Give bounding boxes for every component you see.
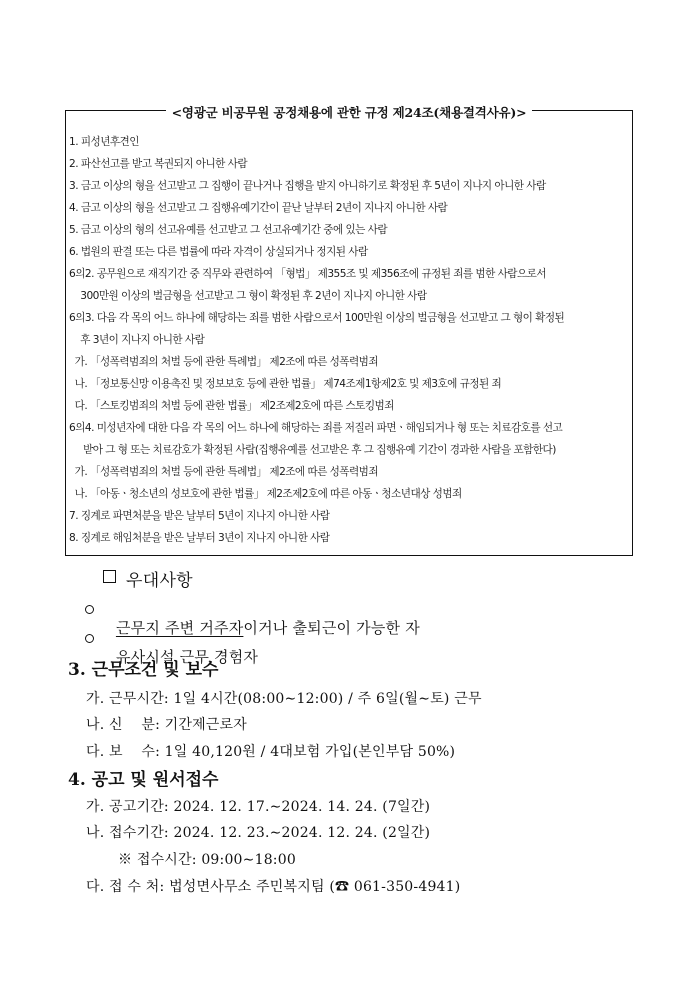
application-line: 다. 접 수 처: 법성면사무소 주민복지팀 (☎ 061-350-4941) [86, 879, 461, 895]
rule-line: 나. 「정보통신망 이용촉진 및 정보보호 등에 관한 법률」 제74조제1항제2호 및 제3호에 규정된 죄 [69, 378, 502, 390]
rule-line: 받아 그 형 또는 치료감호가 확정된 사람(집행유예를 선고받은 후 그 집행유예 기간이 경과한 사람을 포함한다) [69, 444, 556, 456]
application-line: 나. 접수기간: 2024. 12. 23.∼2024. 12. 24. (2일간) [86, 825, 431, 841]
preference-heading: 우대사항 [126, 571, 193, 591]
rule-line: 후 3년이 지나지 아니한 사람 [69, 334, 205, 346]
rule-line: 6의4. 미성년자에 대한 다음 각 목의 어느 하나에 해당하는 죄를 저질러 파면ㆍ해임되거나 형 또는 치료감호를 선고 [69, 422, 563, 434]
rule-line: 4. 금고 이상의 형을 선고받고 그 집행유예기간이 끝난 날부터 2년이 지나지 아니한 사람 [69, 202, 448, 214]
circle-bullet-icon [85, 605, 94, 614]
circle-bullet-icon [85, 634, 94, 643]
checkbox-square-icon [103, 570, 116, 583]
application-note: ※ 접수시간: 09:00∼18:00 [118, 852, 296, 868]
preference-item-text: 유사시설 근무 경험자 [115, 648, 259, 666]
rule-line: 다. 「스토킹범죄의 처벌 등에 관한 법률」 제2조제2호에 따른 스토킹범죄 [69, 400, 394, 412]
section-heading: 4. 공고 및 원서접수 [68, 770, 219, 790]
rule-line: 6. 법원의 판결 또는 다른 법률에 따라 자격이 상실되거나 정지된 사람 [69, 246, 368, 258]
application-line: 가. 공고기간: 2024. 12. 17.∼2024. 14. 24. (7일간) [86, 799, 431, 815]
rule-line: 6의2. 공무원으로 재직기간 중 직무와 관련하여 「형법」 제355조 및 제356조에 규정된 죄를 범한 사람으로서 [69, 268, 547, 280]
condition-line: 나. 신 분: 기간제근로자 [86, 717, 247, 733]
preference-item-text: 이거나 출퇴근이 가능한 자 [243, 619, 420, 637]
rule-line: 2. 파산선고를 받고 복권되지 아니한 사람 [69, 158, 248, 170]
section-heading: 3. 근무조건 및 보수 [68, 660, 219, 680]
rule-line: 3. 금고 이상의 형을 선고받고 그 집행이 끝나거나 집행을 받지 아니하기로 확정된 후 5년이 지나지 아니한 사람 [69, 180, 546, 192]
rule-line: 6의3. 다음 각 목의 어느 하나에 해당하는 죄를 범한 사람으로서 100만원 이상의 벌금형을 선고받고 그 형이 확정된 [69, 312, 565, 324]
preference-item-underlined: 근무지 주변 거주자 [115, 619, 244, 637]
condition-line: 다. 보 수: 1일 40,120원 / 4대보험 가입(본인부담 50%) [86, 744, 456, 760]
rule-line: 5. 금고 이상의 형의 선고유예를 선고받고 그 선고유예기간 중에 있는 사람 [69, 224, 388, 236]
condition-line: 가. 근무시간: 1일 4시간(08:00∼12:00) / 주 6일(월∼토) 근무 [86, 691, 482, 707]
rule-line: 1. 피성년후견인 [69, 136, 139, 148]
disqualification-rules-box [65, 105, 633, 556]
rule-line: 7. 징계로 파면처분을 받은 날부터 5년이 지나지 아니한 사람 [69, 510, 330, 522]
rule-line: 8. 징계로 해임처분을 받은 날부터 3년이 지나지 아니한 사람 [69, 532, 330, 544]
rules-box-title: <영광군 비공무원 공정채용에 관한 규정 제24조(채용결격사유)> [166, 105, 533, 120]
rule-line: 가. 「성폭력범죄의 처벌 등에 관한 특례법」 제2조에 따른 성폭력범죄 [69, 466, 379, 478]
rule-line: 나. 「아동ㆍ청소년의 성보호에 관한 법률」 제2조제2호에 따른 아동ㆍ청소년대상 성범죄 [69, 488, 462, 500]
rule-line: 300만원 이상의 벌금형을 선고받고 그 형이 확정된 후 2년이 지나지 아니한 사람 [69, 290, 427, 302]
rule-line: 가. 「성폭력범죄의 처벌 등에 관한 특례법」 제2조에 따른 성폭력범죄 [69, 356, 379, 368]
